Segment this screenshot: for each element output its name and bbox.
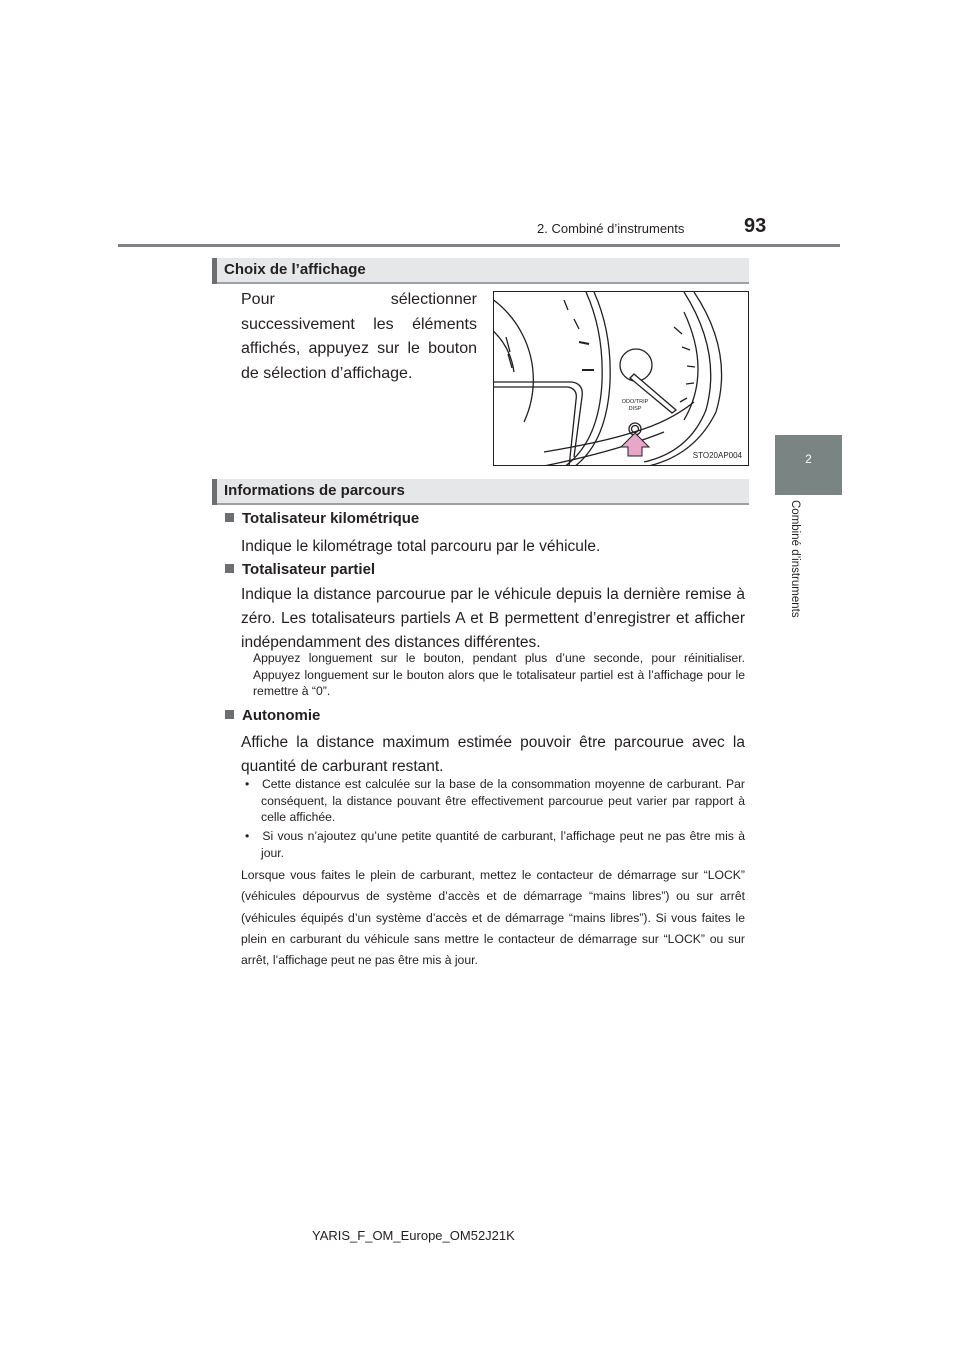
- document-code-footer: YARIS_F_OM_Europe_OM52J21K: [312, 1228, 515, 1243]
- figure-code: STO20AP004: [692, 451, 742, 460]
- cluster-illustration: [494, 292, 749, 466]
- header-rule: [118, 244, 840, 247]
- section-header-display-selection: [212, 258, 749, 284]
- button-label-1: ODO/TRIP: [621, 399, 649, 405]
- section-header-bar: [212, 258, 217, 284]
- section-title: Choix de l’affichage: [224, 261, 366, 278]
- chapter-number: 2: [805, 452, 812, 466]
- intro-paragraph: Pour sélectionner successivement les éléments affichés, appuyez sur le bouton de sélection d’affichage.: [241, 291, 477, 382]
- button-label-2: DISP: [628, 406, 642, 412]
- item-title-odometer: Totalisateur kilométrique: [225, 510, 419, 527]
- range-bullet-1: • Cette distance est calculée sur la base de la consommation moyenne de carburant. Par conséquent, la distance pouvant être effectivement parcourue peut varier par rapport à celle affichée.: [245, 777, 745, 825]
- trip-meter-text: Indique la distance parcourue par le véhicule depuis la dernière remise à zéro. Les totalisateurs partiels A et B permettent d’enregistrer et afficher indépendamment des distances différentes.: [241, 586, 745, 651]
- refuel-note: Lorsque vous faites le plein de carburant, mettez le contacteur de démarrage sur “LOCK” (véhicules dépourvus de système d’accès et de démarrage “mains libres”) ou sur arrêt (véhicules équipés d’un système d’accès et de démarrage “mains libres”). Si vous faites le plein en carburant du véhicule sans mettre le contacteur de démarrage sur “LOCK” ou sur arrêt, l’affichage peut ne pas être mis à jour.: [241, 868, 745, 968]
- range-bullet-2: • Si vous n’ajoutez qu’une petite quantité de carburant, l’affichage peut ne pas être mis à jour.: [245, 829, 745, 860]
- section-header-trip-information: [212, 479, 749, 505]
- section-title: Informations de parcours: [224, 482, 405, 499]
- section-header-bar: [212, 479, 217, 505]
- chapter-label: Combiné d’instruments: [789, 500, 801, 618]
- odometer-text: Indique le kilométrage total parcouru par le véhicule.: [241, 538, 601, 555]
- running-header: 2. Combiné d’instruments: [537, 221, 685, 236]
- square-bullet-icon: [225, 513, 234, 522]
- square-bullet-icon: [225, 564, 234, 573]
- square-bullet-icon: [225, 710, 234, 719]
- range-text: Affiche la distance maximum estimée pouvoir être parcourue avec la quantité de carburant restant.: [241, 734, 745, 775]
- trip-meter-note: Appuyez longuement sur le bouton, pendant plus d’une seconde, pour réinitialiser. Appuyez longuement sur le bouton alors que le totalisateur partiel est à l’affichage pour le remettre à “0”.: [253, 651, 745, 699]
- item-title-trip-meter: Totalisateur partiel: [225, 561, 375, 578]
- instrument-cluster-figure: [493, 291, 749, 466]
- page-number: 93: [744, 215, 767, 237]
- item-title-range: Autonomie: [225, 707, 320, 724]
